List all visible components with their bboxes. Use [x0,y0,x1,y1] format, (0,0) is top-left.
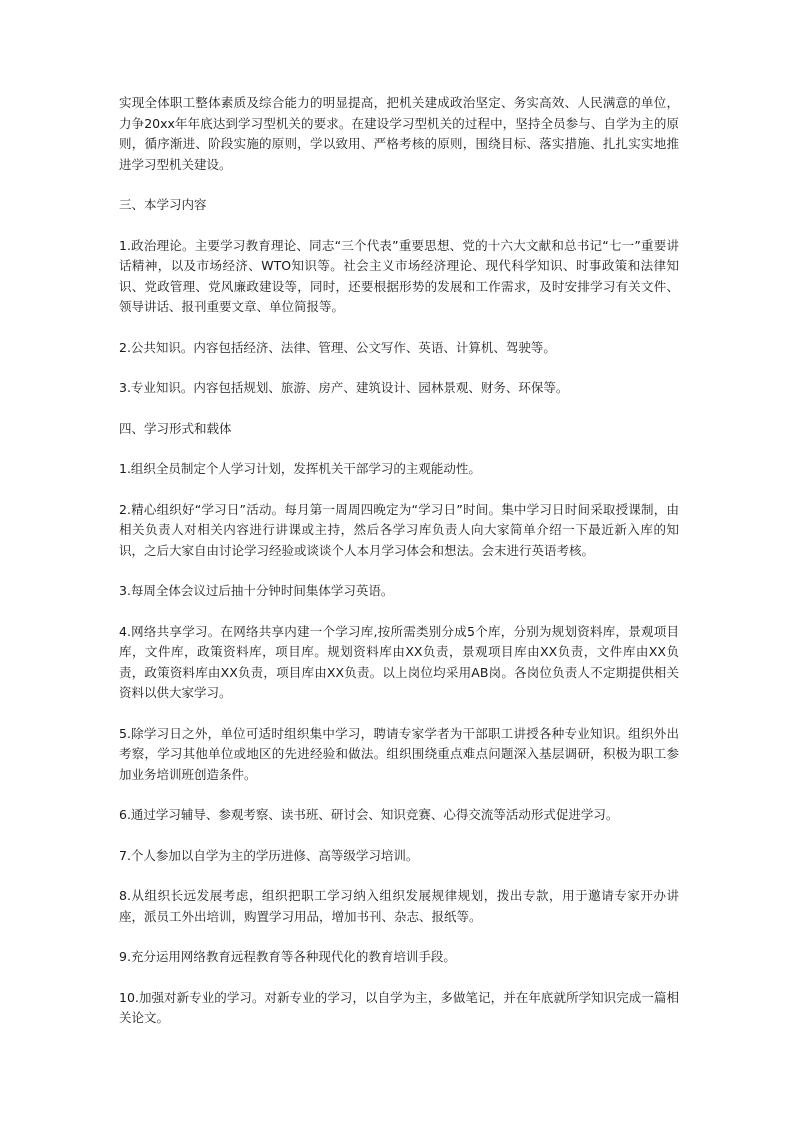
section-4-item-3: 3.每周全体会议过后抽十分钟时间集体学习英语。 [119,583,394,598]
section-4-item-1: 1.组织全员制定个人学习计划，发挥机关干部学习的主观能动性。 [119,461,481,476]
section-4-item-5: 5.除学习日之外，单位可适时组织集中学习，聘请专家学者为干部职工讲授各种专业知识。组织外出考察，学习其他单位或地区的先进经验和做法。组织围绕重点难点问题深入基层调研，积极为职工参加业务培训班创造条件。 [119,725,679,782]
intro-paragraph: 实现全体职工整体素质及综合能力的明显提高，把机关建成政治坚定、务实高效、人民满意的单位，力争20xx年年底达到学习型机关的要求。在建设学习型机关的过程中，坚持全员参与、自学为主的原则，循序渐进、阶段实施的原则，学以致用、严格考核的原则，围绕目标、落实措施、扎扎实实地推进学习型机关建设。 [119,95,679,172]
section-4-item-9: 9.充分运用网络教育远程教育等各种现代化的教育培训手段。 [119,949,456,964]
section-3-item-2: 2.公共知识。内容包括经济、法律、管理、公文写作、英语、计算机、驾驶等。 [119,339,556,355]
section-4-item-8: 8.从组织长远发展考虑，组织把职工学习纳入组织发展规律规划，拨出专款，用于邀请专家开办讲座，派员工外出培训，购置学习用品，增加书刊、杂志、报纸等。 [119,888,679,924]
section-4-item-6: 6.通过学习辅导、参观考察、读书班、研讨会、知识竞赛、心得交流等活动形式促进学习。 [119,807,619,822]
section-4-heading: 四、学习形式和载体 [119,420,232,436]
section-3-item-3: 3.专业知识。内容包括规划、旅游、房产、建筑设计、园林景观、财务、环保等。 [119,380,569,395]
section-3-heading: 三、本学习内容 [119,197,207,212]
section-4-item-4: 4.网络共享学习。在网络共享内建一个学习库,按所需类别分成5个库，分别为规划资料库，景观项目库，文件库，政策资料库，项目库。规划资料库由XX负责，景观项目库由XX负责，文件库由XX负责，政策资料库由XX负责，项目库由XX负责。以上岗位均采用AB岗。各岗位负责人不定期提供相关资料以供大家学习。 [119,623,679,700]
document-page [119,93,679,1049]
section-3-item-1: 1.政治理论。主要学习教育理论、同志“三个代表”重要思想、党的十六大文献和总书记“七一”重要讲话精神，以及市场经济、WTO知识等。社会主义市场经济理论、现代科学知识、时事政策和法律知识、党政管理、党风廉政建设等，同时，还要根据形势的发展和工作需求，及时安排学习有关文件、领导讲话、报刊重要文章、单位简报等。 [119,237,679,314]
section-4-item-7: 7.个人参加以自学为主的学历进修、高等级学习培训。 [119,847,419,863]
section-4-item-2: 2.精心组织好“学习日”活动。每月第一周周四晚定为“学习日”时间。集中学习日时间采取授课制，由相关负责人对相关内容进行讲课或主持，然后各学习库负责人向大家简单介绍一下最近新入库的知识，之后大家自由讨论学习经验或谈谈个人本月学习体会和想法。会末进行英语考核。 [119,501,679,558]
section-4-item-10: 10.加强对新专业的学习。对新专业的学习，以自学为主，多做笔记，并在年底就所学知识完成一篇相关论文。 [119,989,679,1025]
